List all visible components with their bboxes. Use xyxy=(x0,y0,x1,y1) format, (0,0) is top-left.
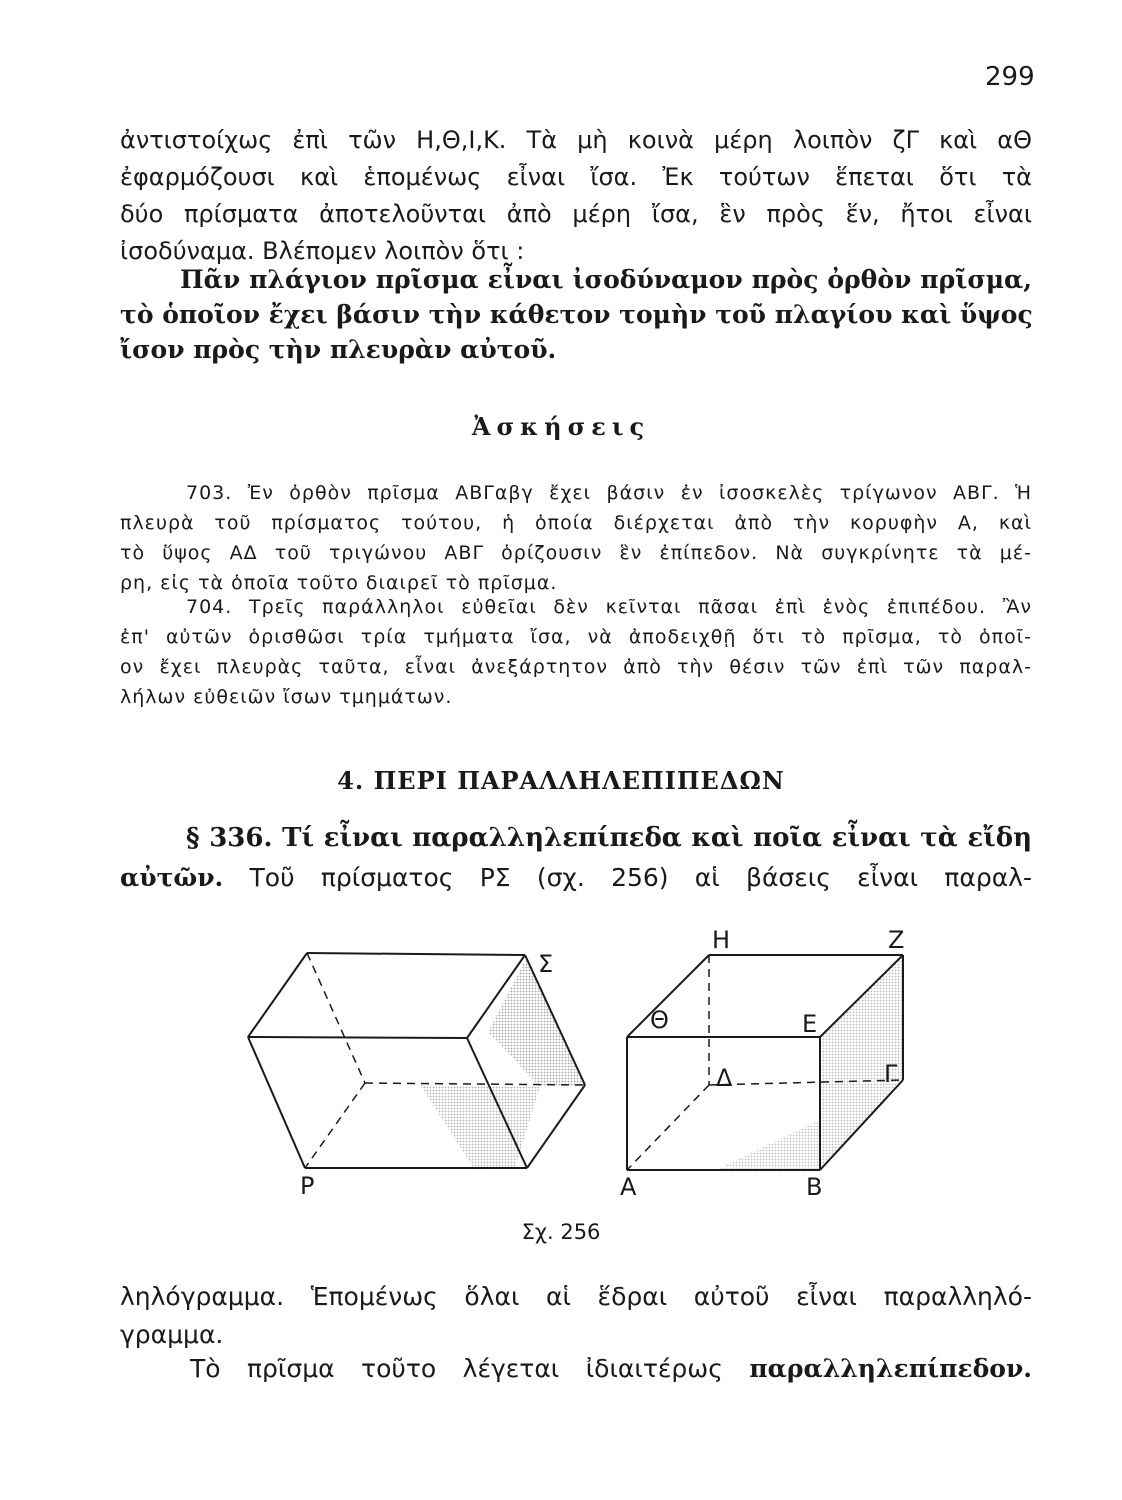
label-B: Β xyxy=(806,1173,823,1201)
text-line: λήλων εὐθειῶν ἴσων τμημάτων. xyxy=(120,686,453,708)
text-line: ἐφαρμόζουσι καὶ ἑπομένως εἶναι ἴσα. Ἐκ τούτων ἕπεται ὅτι τὰ xyxy=(120,163,1032,191)
final-line xyxy=(120,1350,1032,1388)
section-336-title: § 336. Τί εἶναι παραλληλεπίπεδα καὶ ποῖα εἶναι τὰ εἴδη xyxy=(186,823,1032,853)
label-Z: Ζ xyxy=(888,926,905,954)
label-sigma: Σ xyxy=(538,950,554,978)
paragraph-after-figure xyxy=(120,1278,1032,1354)
edge xyxy=(248,1037,467,1038)
oblique-parallelepiped xyxy=(248,953,585,1170)
section-336-title-cont: αὐτῶν. xyxy=(120,863,224,892)
figure-caption: Σχ. 256 xyxy=(521,1220,601,1244)
text-line: ἰσοδύναμα. Βλέπομεν λοιπὸν ὅτι : xyxy=(120,237,525,265)
text-line: ἐπ' αὐτῶν ὁρισθῶσι τρία τμήματα ἴσα, νὰ ἀποδειχθῇ ὅτι τὸ πρῖσμα, τὸ ὁποῖ- xyxy=(120,626,1032,648)
text-line: ον ἔχει πλευρὰς ταῦτα, εἶναι ἀνεξάρτητον ἀπὸ τὴν θέσιν τῶν ἐπὶ τῶν παραλ- xyxy=(120,656,1032,678)
edge xyxy=(248,1037,305,1168)
label-E: Ε xyxy=(802,1010,818,1038)
label-A: Α xyxy=(620,1173,637,1201)
text-line: ἴσον πρὸς τὴν πλευρὰν αὐτοῦ. xyxy=(120,335,557,364)
right-parallelepiped xyxy=(627,955,903,1170)
page-number: 299 xyxy=(985,62,1035,92)
text-line: 704. Τρεῖς παράλληλοι εὐθεῖαι δὲν κεῖνται πᾶσαι ἐπὶ ἑνὸς ἐπιπέδου. Ἂν xyxy=(186,596,1032,618)
text-line: γραμμα. xyxy=(120,1320,224,1349)
text-line xyxy=(120,1350,1032,1388)
text-line: δύο πρίσματα ἀποτελοῦνται ἀπὸ μέρη ἴσα, ἓν πρὸς ἕν, ἤτοι εἶναι xyxy=(120,200,1032,228)
exercises-heading: Ἀσκήσεις xyxy=(471,412,651,441)
section-heading: 4. ΠΕΡΙ ΠΑΡΑΛΛΗΛΕΠΙΠΕΔΩΝ xyxy=(337,766,785,795)
text-line: τὸ ὕψος ΑΔ τοῦ τριγώνου ΑΒΓ ὁρίζουσιν ἓν ἐπίπεδον. Νὰ συγκρίνητε τὰ μέ- xyxy=(120,542,1032,564)
label-H: Η xyxy=(712,926,731,954)
text-line: ληλόγραμμα. Ἑπομένως ὅλαι αἱ ἕδραι αὐτοῦ εἶναι παραλληλό- xyxy=(120,1282,1032,1311)
text-line: τὸ ὁποῖον ἔχει βάσιν τὴν κάθετον τομὴν τοῦ πλαγίου καὶ ὕψος xyxy=(120,300,1033,329)
text-line: Πᾶν πλάγιον πρῖσμα εἶναι ἰσοδύναμον πρὸς ὀρθὸν πρῖσμα, xyxy=(180,265,1032,294)
text-line: πλευρὰ τοῦ πρίσματος τούτου, ἡ ὁποία διέρχεται ἀπὸ τὴν κορυφὴν Α, καὶ xyxy=(120,512,1032,534)
label-rho: Ρ xyxy=(300,1172,315,1200)
text-line: ρη, εἰς τὰ ὁποῖα τοῦτο διαιρεῖ τὸ πρῖσμα. xyxy=(120,572,558,594)
label-theta: Θ xyxy=(650,1006,669,1034)
edge xyxy=(307,953,525,955)
label-gamma: Γ xyxy=(884,1060,898,1088)
text-line: ἀντιστοίχως ἐπὶ τῶν Η,Θ,Ι,Κ. Τὰ μὴ κοινὰ μέρη λοιπὸν ζΓ καὶ αΘ xyxy=(120,126,1032,154)
edge xyxy=(248,953,307,1037)
label-delta: Δ xyxy=(716,1064,733,1092)
final-term: παραλληλεπίπεδον. xyxy=(749,1354,1032,1383)
final-text: Τὸ πρῖσμα τοῦτο λέγεται ἰδιαιτέρως xyxy=(190,1354,750,1383)
text-line: 703. Ἐν ὀρθὸν πρῖσμα ΑΒΓαβγ ἔχει βάσιν ἐν ἰσοσκελὲς τρίγωνον ΑΒΓ. Ἡ xyxy=(186,482,1032,504)
section-336-text: Τοῦ πρίσματος ΡΣ (σχ. 256) αἱ βάσεις εἶναι παραλ- xyxy=(249,863,1033,892)
